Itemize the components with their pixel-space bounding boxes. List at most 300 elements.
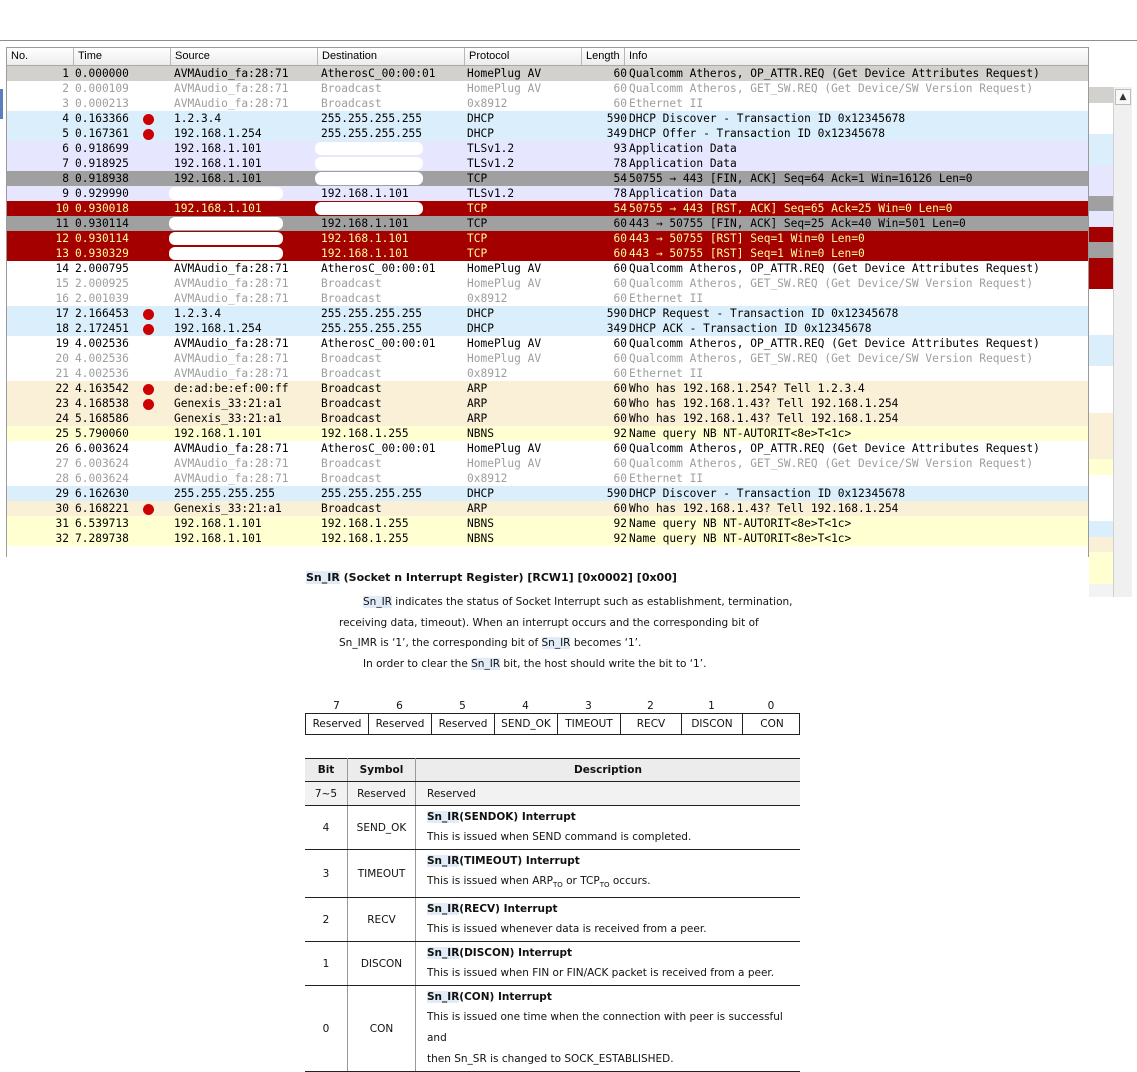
minimap-stripe [1089,196,1113,212]
packet-destination: Broadcast [321,367,382,380]
register-ref: Sn_IR [427,903,460,916]
packet-time: 6.003624 [75,457,129,470]
packet-row[interactable] [7,516,1088,531]
packet-destination: Broadcast [321,472,382,485]
packet-info: Qualcomm Atheros, GET_SW.REQ (Get Device/SW Version Request) [629,82,1034,95]
minimap-stripe [1089,320,1113,336]
description-line-4 [363,658,706,670]
description-cell [416,850,801,898]
packet-time: 0.163366 [75,112,129,125]
packet-time: 2.166453 [75,307,129,320]
packet-destination: 192.168.1.101 [321,247,409,260]
packet-info: DHCP ACK - Transaction ID 0x12345678 [629,322,872,335]
packet-protocol: TLSv1.2 [467,142,515,155]
packet-row[interactable] [7,96,1088,111]
description-cell [416,806,801,850]
column-header-info[interactable]: Info [629,50,648,62]
packet-info: Who has 192.168.1.43? Tell 192.168.1.254 [629,412,899,425]
description-cell [416,898,801,942]
packet-length: 60 [613,367,627,380]
minimap-stripe [1089,273,1113,289]
packet-number: 18 [55,322,69,335]
scroll-up-arrow-icon[interactable]: ▲ [1115,89,1131,105]
bit-cell: 3 [305,850,348,898]
packet-time: 0.930329 [75,247,129,260]
line-text: becomes ‘1’. [570,637,642,649]
minimap-stripe [1089,521,1113,537]
packet-protocol: HomePlug AV [467,277,542,290]
packet-number: 17 [55,307,69,320]
packet-info: DHCP Discover - Transaction ID 0x12345678 [629,487,906,500]
packet-time: 6.162630 [75,487,129,500]
symbol-cell: SEND_OK [348,806,416,850]
packet-info: 443 → 50755 [RST] Seq=1 Win=0 Len=0 [629,232,865,245]
packet-length: 54 [613,202,627,215]
breakpoint-dot-icon [143,129,154,140]
column-header-protocol[interactable]: Protocol [465,48,582,65]
packet-destination: 255.255.255.255 [321,307,423,320]
packet-source: 192.168.1.101 [174,157,262,170]
bit-cell: 7~5 [305,782,348,806]
packet-info: Who has 192.168.1.254? Tell 1.2.3.4 [629,382,865,395]
left-edge-marker [0,89,3,119]
packet-row[interactable] [7,456,1088,471]
packet-info: DHCP Offer - Transaction ID 0x12345678 [629,127,885,140]
packet-number: 13 [55,247,69,260]
packet-list-header [7,48,1088,66]
breakpoint-dot-icon [143,504,154,515]
header-bit: Bit [305,759,348,782]
subscript: TO [599,881,610,890]
packet-time: 6.539713 [75,517,129,530]
description-line-1 [363,596,793,608]
header-symbol: Symbol [348,759,416,782]
packet-protocol: NBNS [467,517,494,530]
column-header-source[interactable]: Source [171,48,318,65]
packet-source: AVMAudio_fa:28:71 [174,292,289,305]
register-ref: Sn_IR [541,637,571,649]
packet-row[interactable] [7,111,1088,126]
interrupt-name: (SENDOK) Interrupt [459,811,576,823]
packet-row[interactable] [7,306,1088,321]
packet-length: 60 [613,397,627,410]
packet-source: 192.168.1.101 [174,427,262,440]
minimap-stripe [1089,537,1113,553]
bit-cell: 2 [305,898,348,942]
packet-length: 60 [613,502,627,515]
packet-number: 15 [55,277,69,290]
bit-description-table [305,758,800,1072]
packet-destination: 255.255.255.255 [321,112,423,125]
packet-length: 60 [613,67,627,80]
redaction-mark [315,157,423,170]
packet-length: 60 [613,412,627,425]
packet-protocol: ARP [467,502,488,515]
packet-destination: Broadcast [321,457,382,470]
bit-field: SEND_OK [495,714,558,734]
minimap-stripe [1089,103,1113,119]
packet-row[interactable] [7,291,1088,306]
datasheet-section [300,560,820,1066]
symbol-cell: Reserved [348,782,416,806]
packet-info: Qualcomm Atheros, OP_ATTR.REQ (Get Device Attributes Request) [629,337,1040,350]
packet-length: 78 [613,187,627,200]
packet-number: 21 [55,367,69,380]
packet-source: AVMAudio_fa:28:71 [174,472,289,485]
description-cell: Reserved [416,782,801,806]
bit-cell: 1 [305,942,348,986]
header-description: Description [416,759,801,782]
packet-source: AVMAudio_fa:28:71 [174,442,289,455]
packet-protocol: DHCP [467,487,494,500]
packet-length: 92 [613,532,627,545]
packet-row[interactable] [7,216,1088,231]
packet-number: 28 [55,472,69,485]
packet-row[interactable] [7,411,1088,426]
packet-number: 16 [55,292,69,305]
packet-protocol: 0x8912 [467,97,508,110]
interrupt-name: (CON) Interrupt [459,991,552,1004]
packet-source: AVMAudio_fa:28:71 [174,67,289,80]
packet-time: 0.000109 [75,82,129,95]
interrupt-name: (DISCON) Interrupt [459,947,573,960]
packet-number: 31 [55,517,69,530]
bit-field: DISCON [682,714,743,734]
packet-source: Genexis_33:21:a1 [174,502,282,515]
line-text: bit, the host should write the bit to ‘1’. [500,658,707,670]
packet-row[interactable] [7,351,1088,366]
packet-destination: Broadcast [321,82,382,95]
description-line-3 [339,637,641,649]
interrupt-text-continued: then Sn_SR is changed to SOCK_ESTABLISHED. [427,1053,674,1066]
minimap-stripe [1089,397,1113,413]
packet-row[interactable] [7,381,1088,396]
column-header-destination[interactable]: Destination [318,48,465,65]
interrupt-text [427,871,799,896]
packet-source: Genexis_33:21:a1 [174,397,282,410]
packet-row[interactable] [7,531,1088,546]
packet-time: 4.002536 [75,367,129,380]
packet-source: 192.168.1.101 [174,142,262,155]
packet-destination: AtherosC_00:00:01 [321,337,436,350]
bit-fields [305,713,800,735]
interrupt-title [427,899,799,919]
packet-number: 25 [55,427,69,440]
breakpoint-dot-icon [143,114,154,125]
packet-time: 4.168538 [75,397,129,410]
interrupt-title [427,851,799,871]
packet-number: 3 [62,97,69,110]
packet-time: 0.930114 [75,217,129,230]
packet-time: 4.002536 [75,352,129,365]
packet-row[interactable] [7,486,1088,501]
packet-row[interactable] [7,366,1088,381]
packet-row[interactable] [7,501,1088,516]
minimap-stripe [1089,506,1113,522]
packet-row[interactable] [7,186,1088,201]
packet-row[interactable] [7,231,1088,246]
packet-protocol: HomePlug AV [467,442,542,455]
packet-info: Name query NB NT-AUTORIT<8e>T<1c> [629,517,852,530]
table-row [305,782,800,806]
register-ref: Sn_IR [471,658,501,670]
text-part: occurs. [609,875,651,887]
bit-field: Reserved [369,714,432,734]
packet-row[interactable] [7,141,1088,156]
packet-protocol: DHCP [467,307,494,320]
text-part: This is issued when ARP [427,875,553,887]
packet-protocol: TCP [467,232,488,245]
packet-time: 4.163542 [75,382,129,395]
packet-length: 60 [613,457,627,470]
bit-field: Reserved [432,714,495,734]
minimap-stripe [1089,490,1113,506]
register-ref: Sn_IR [427,947,460,960]
redaction-mark [315,172,423,185]
redaction-mark [169,217,283,230]
packet-protocol: ARP [467,412,488,425]
redaction-mark [315,142,423,155]
minimap-stripe [1089,118,1113,134]
redaction-mark [315,202,423,215]
minimap-stripe [1089,258,1113,274]
packet-destination: Broadcast [321,292,382,305]
packet-time: 0.918699 [75,142,129,155]
packet-rows [7,66,1088,546]
packet-info: Who has 192.168.1.43? Tell 192.168.1.254 [629,502,899,515]
register-ref: Sn_IR [427,811,460,823]
packet-info: Name query NB NT-AUTORIT<8e>T<1c> [629,532,852,545]
packet-destination: 192.168.1.101 [321,232,409,245]
column-header-time[interactable]: Time [74,48,171,65]
bit-number: 0 [767,700,775,712]
bit-layout [305,700,800,735]
packet-source: AVMAudio_fa:28:71 [174,367,289,380]
column-header-no[interactable]: No. [7,48,74,65]
table-row [305,806,800,850]
minimap-stripe [1089,444,1113,460]
packet-row[interactable] [7,321,1088,336]
packet-length: 60 [613,472,627,485]
packet-number: 30 [55,502,69,515]
packet-length: 349 [606,322,627,335]
packet-source: AVMAudio_fa:28:71 [174,337,289,350]
packet-time: 0.918925 [75,157,129,170]
symbol-cell: DISCON [348,942,416,986]
packet-time: 0.918938 [75,172,129,185]
packet-info: Ethernet II [629,292,704,305]
packet-number: 19 [55,337,69,350]
bit-field: Reserved [306,714,369,734]
packet-info: Application Data [629,157,737,170]
packet-length: 60 [613,82,627,95]
table-row [305,986,800,1072]
packet-info: 50755 → 443 [FIN, ACK] Seq=64 Ack=1 Win=16126 Len=0 [629,172,973,185]
packet-number: 9 [62,187,69,200]
packet-row[interactable] [7,471,1088,486]
packet-info: Qualcomm Atheros, GET_SW.REQ (Get Device/SW Version Request) [629,352,1034,365]
packet-source: 192.168.1.101 [174,517,262,530]
packet-number: 5 [62,127,69,140]
packet-destination: Broadcast [321,97,382,110]
minimap-stripe [1089,242,1113,258]
packet-info: 443 → 50755 [FIN, ACK] Seq=25 Ack=40 Win=501 Len=0 [629,217,966,230]
interrupt-title [427,943,799,963]
packet-info: Qualcomm Atheros, GET_SW.REQ (Get Device/SW Version Request) [629,457,1034,470]
redaction-mark [169,232,283,245]
packet-row[interactable] [7,441,1088,456]
packet-time: 0.930114 [75,232,129,245]
bit-number: 6 [396,700,403,712]
packet-time: 0.929990 [75,187,129,200]
packet-row[interactable] [7,426,1088,441]
packet-time: 0.000000 [75,67,129,80]
text-part: or TCP [562,875,600,887]
packet-destination: 255.255.255.255 [321,127,423,140]
packet-number: 20 [55,352,69,365]
minimap-stripe [1089,165,1113,181]
packet-protocol: HomePlug AV [467,262,542,275]
packet-destination: Broadcast [321,397,382,410]
symbol-cell: RECV [348,898,416,942]
packet-source: AVMAudio_fa:28:71 [174,277,289,290]
packet-protocol: HomePlug AV [467,352,542,365]
packet-row[interactable] [7,396,1088,411]
packet-row[interactable] [7,336,1088,351]
packet-destination: Broadcast [321,412,382,425]
register-name: Sn_IR [306,571,340,584]
breakpoint-dot-icon [143,384,154,395]
packet-source: 192.168.1.101 [174,532,262,545]
packet-time: 2.172451 [75,322,129,335]
packet-protocol: TCP [467,172,488,185]
packet-length: 60 [613,337,627,350]
packet-number: 6 [62,142,69,155]
packet-destination: 192.168.1.101 [321,217,409,230]
packet-protocol: TCP [467,217,488,230]
packet-time: 5.790060 [75,427,129,440]
packet-destination: Broadcast [321,352,382,365]
packet-protocol: TCP [467,247,488,260]
packet-number: 10 [55,202,69,215]
packet-source: 192.168.1.254 [174,127,262,140]
packet-length: 60 [613,442,627,455]
bit-number: 4 [522,700,529,712]
packet-length: 60 [613,382,627,395]
interrupt-name: (RECV) Interrupt [459,903,558,916]
packet-time: 0.167361 [75,127,129,140]
packet-row[interactable] [7,261,1088,276]
packet-length: 92 [613,517,627,530]
table-row [305,942,800,986]
packet-row[interactable] [7,126,1088,141]
packet-info: Ethernet II [629,97,704,110]
packet-row[interactable] [7,156,1088,171]
breakpoint-dot-icon [143,399,154,410]
packet-destination: 192.168.1.255 [321,517,409,530]
packet-source: 192.168.1.101 [174,172,262,185]
packet-source: AVMAudio_fa:28:71 [174,97,289,110]
packet-protocol: HomePlug AV [467,457,542,470]
bit-field: TIMEOUT [558,714,621,734]
packet-protocol: DHCP [467,127,494,140]
packet-info: Qualcomm Atheros, OP_ATTR.REQ (Get Device Attributes Request) [629,67,1040,80]
interrupt-text: This is issued whenever data is received from a peer. [427,923,707,936]
register-ref: Sn_IR [427,991,460,1004]
column-header-length[interactable]: Length [582,48,625,65]
packet-protocol: HomePlug AV [467,67,542,80]
packet-list [6,47,1089,557]
bit-cell: 0 [305,986,348,1072]
packet-number: 14 [55,262,69,275]
minimap-stripe [1089,428,1113,444]
bit-field: RECV [621,714,682,734]
packet-row[interactable] [7,66,1088,81]
bit-numbers [305,700,800,713]
packet-length: 60 [613,352,627,365]
minimap-stripe [1089,382,1113,398]
packet-info: DHCP Discover - Transaction ID 0x12345678 [629,112,906,125]
minimap-stripe [1089,227,1113,243]
minimap-stripe [1089,289,1113,305]
packet-time: 6.003624 [75,442,129,455]
minimap-stripe [1089,568,1113,584]
minimap-stripe [1089,413,1113,429]
packet-destination: 192.168.1.101 [321,187,409,200]
packet-number: 1 [62,67,69,80]
packet-destination: Broadcast [321,277,382,290]
minimap-stripe [1089,475,1113,491]
packet-info: Qualcomm Atheros, OP_ATTR.REQ (Get Device Attributes Request) [629,442,1040,455]
packet-row[interactable] [7,171,1088,186]
table-row [305,850,800,898]
register-ref: Sn_IR [363,596,392,608]
packet-length: 349 [606,127,627,140]
packet-row[interactable] [7,201,1088,216]
packet-length: 92 [613,427,627,440]
packet-length: 590 [606,307,627,320]
packet-time: 5.168586 [75,412,129,425]
packet-row[interactable] [7,81,1088,96]
bit-number: 7 [333,700,340,712]
minimap-stripe [1089,304,1113,320]
packet-info: Name query NB NT-AUTORIT<8e>T<1c> [629,427,852,440]
packet-number: 4 [62,112,69,125]
packet-destination: AtherosC_00:00:01 [321,442,436,455]
packet-minimap[interactable] [1089,87,1113,597]
packet-source: 255.255.255.255 [174,487,276,500]
vertical-scrollbar[interactable] [1113,87,1132,597]
packet-list-pane [0,40,1137,557]
packet-row[interactable] [7,246,1088,261]
packet-protocol: NBNS [467,427,494,440]
interrupt-text: This is issued one time when the connection with peer is successful and [427,1011,783,1045]
description-line-2: receiving data, timeout). When an interrupt occurs and the corresponding bit of [339,617,759,629]
packet-length: 60 [613,292,627,305]
packet-row[interactable] [7,276,1088,291]
packet-info: Qualcomm Atheros, GET_SW.REQ (Get Device/SW Version Request) [629,277,1034,290]
packet-protocol: ARP [467,382,488,395]
packet-info: DHCP Request - Transaction ID 0x12345678 [629,307,899,320]
packet-protocol: TCP [467,202,488,215]
packet-number: 29 [55,487,69,500]
packet-protocol: TLSv1.2 [467,157,515,170]
packet-info: Application Data [629,187,737,200]
packet-number: 12 [55,232,69,245]
packet-source: AVMAudio_fa:28:71 [174,352,289,365]
packet-info: Application Data [629,142,737,155]
bit-number: 1 [708,700,715,712]
